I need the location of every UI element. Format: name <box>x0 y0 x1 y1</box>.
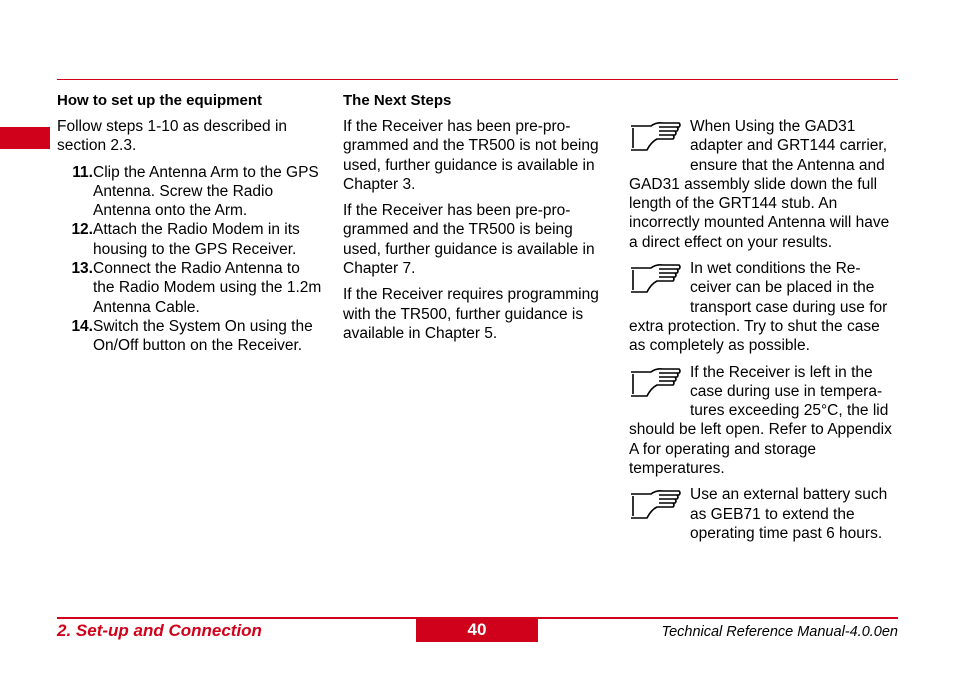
step-number: 11. <box>72 163 93 181</box>
tip-text: In wet conditions the Re-ceiver can be placed in the transport case during use for extra protection. Try to shut the case as completely as possible. <box>629 260 888 355</box>
next-steps-heading: The Next Steps <box>343 92 452 109</box>
step-text: Switch the System On using the On/Off button on the Receiver. <box>93 317 313 355</box>
tip-text: If the Receiver is left in the case during use in tempera-tures exceeding 25°C, the lid should be left open. Refer to Appendix A for operating and storage temperatures. <box>629 363 892 478</box>
tip-note <box>629 485 899 543</box>
tip-note <box>629 259 899 355</box>
step-text: Connect the Radio Antenna to the Radio Modem using the 1.2m Antenna Cable. <box>93 260 322 316</box>
setup-intro: Follow steps 1-10 as described in section 2.3. <box>57 118 288 155</box>
left-column <box>57 91 325 356</box>
step-number: 12. <box>71 221 93 239</box>
footer-manual-title: Technical Reference Manual-4.0.0en <box>661 624 898 640</box>
tip-note <box>629 363 899 479</box>
setup-steps-list <box>57 163 325 356</box>
tip-note <box>629 117 899 252</box>
header-rule <box>57 79 898 80</box>
tip-text: When Using the GAD31 adapter and GRT144 carrier, ensure that the Antenna and GAD31 assembly slide down the full length of the GRT144 stub. An incorrectly mounted Antenna will have a direct effect on your results. <box>629 118 890 251</box>
list-item <box>57 317 325 356</box>
step-text: Attach the Radio Modem in its housing to the GPS Receiver. <box>93 221 300 258</box>
right-column <box>629 117 899 550</box>
pointing-hand-icon <box>629 366 681 402</box>
middle-column <box>343 91 611 350</box>
tip-text: Use an external battery such as GEB71 to extend the operating time past 6 hours. <box>690 486 888 542</box>
pointing-hand-icon <box>629 262 681 298</box>
pointing-hand-icon <box>629 488 681 524</box>
pointing-hand-icon <box>629 120 681 156</box>
setup-heading: How to set up the equipment <box>57 92 262 109</box>
page-number: 40 <box>416 619 538 642</box>
list-item <box>57 163 325 221</box>
next-steps-paragraph: If the Receiver requires programming with the TR500, further guidance is available in Chapter 5. <box>343 286 599 342</box>
next-steps-paragraph: If the Receiver has been pre-pro-grammed and the TR500 is not being used, further guidance is available in Chapter 3. <box>343 118 599 193</box>
step-number: 14. <box>71 317 93 335</box>
step-number: 13. <box>71 260 93 278</box>
list-item <box>57 259 325 317</box>
footer-chapter-title: 2. Set-up and Connection <box>57 621 262 640</box>
chapter-side-tab <box>0 127 50 149</box>
next-steps-paragraph: If the Receiver has been pre-pro-grammed and the TR500 is being used, further guidance is available in Chapter 7. <box>343 202 595 278</box>
list-item <box>57 220 325 259</box>
step-text: Clip the Antenna Arm to the GPS Antenna. Screw the Radio Antenna onto the Arm. <box>93 163 319 220</box>
